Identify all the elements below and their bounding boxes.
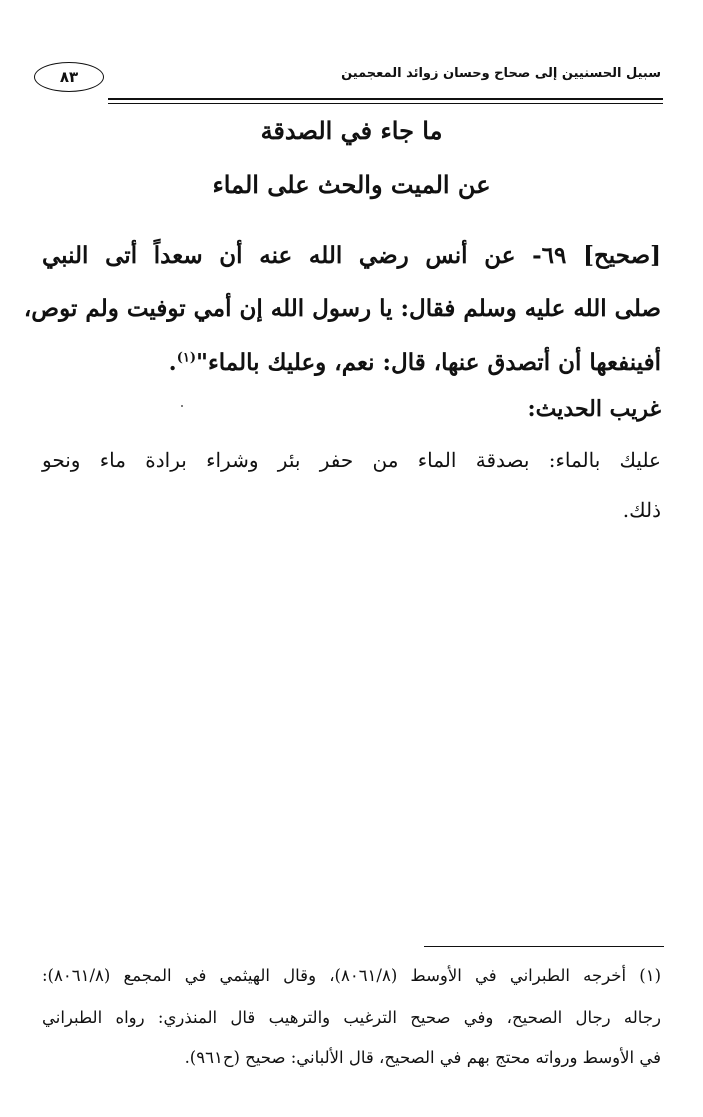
footnote-line-3: في الأوسط ورواته محتج بهم في الصحيح، قال الألباني: صحيح (ح٩٦١). [184,1048,661,1067]
hadith-line-3-text: أفينفعها أن أتصدق عنها، قال: نعم، وعليك بالماء" [195,349,661,376]
gharib-line-1: عليك بالماء: بصدقة الماء من حفر بئر وشراء برادة ماء ونحو [42,448,661,472]
hadith-line-3 [42,349,661,376]
hadith-line-1: [صحيح] ٦٩- عن أنس رضي الله عنه أن سعداً أتى النبي [42,242,661,269]
footnote-separator [424,946,664,947]
footnote-line-1: (١) أخرجه الطبراني في الأوسط (٨٠٦١/٨)، وقال الهيثمي في المجمع (٨٠٦١/٨): [42,966,661,985]
running-title: سبيل الحسنيين إلى صحاح وحسان زوائد المعجمين [341,66,661,81]
footnote-reference: (١) [176,350,196,366]
chapter-title-line-1: ما جاء في الصدقة [260,116,443,145]
gharib-heading: غريب الحديث: [527,396,661,422]
gharib-line-2: ذلك. [622,498,661,522]
chapter-title-line-2: عن الميت والحث على الماء [212,170,491,199]
hadith-line-2: صلى الله عليه وسلم فقال: يا رسول الله إن أمي توفيت ولم توص، [23,295,661,322]
print-speck [181,405,183,407]
header-rule-thin [108,103,663,104]
final-period: . [168,349,177,376]
page-number [34,62,104,92]
page-number-text: ٨٣ [59,68,79,86]
header-rule-thick [108,98,663,100]
footnote-line-2: رجاله رجال الصحيح، وفي صحيح الترغيب والترهيب قال المنذري: رواه الطبراني [42,1008,661,1027]
